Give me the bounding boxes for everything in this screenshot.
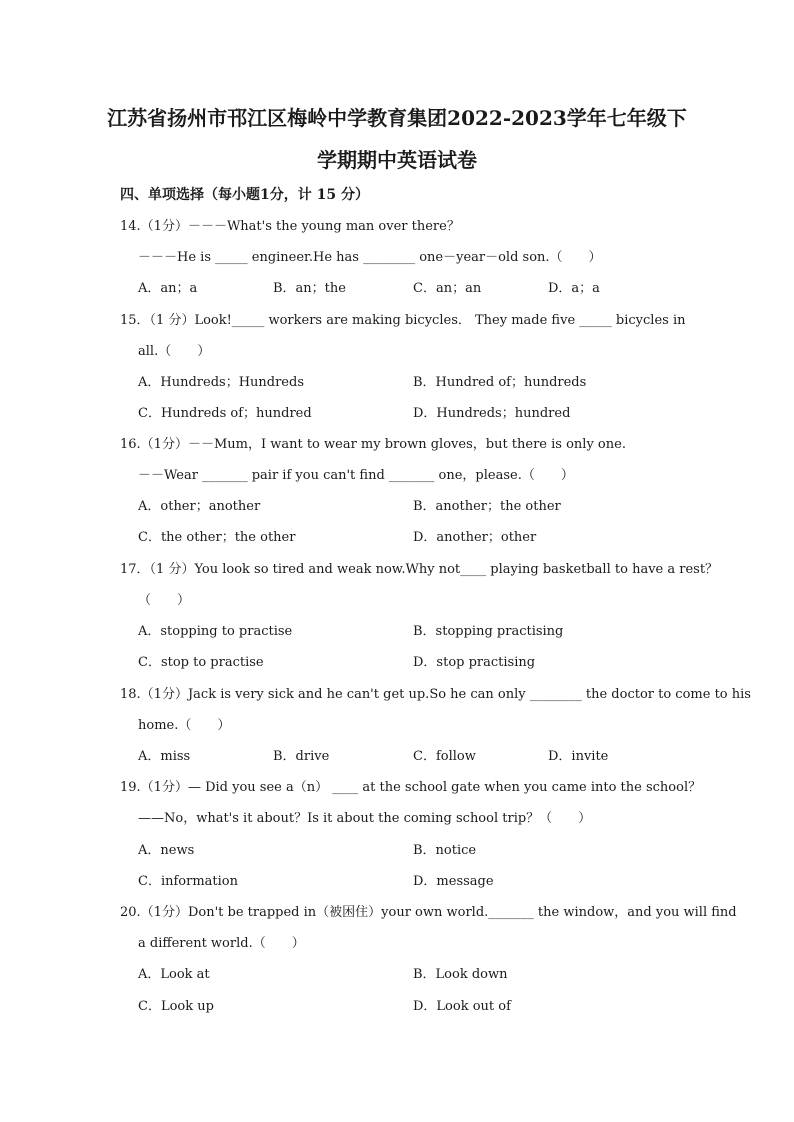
- question-19-option-b[interactable]: B．notice: [413, 843, 477, 858]
- question-15-option-d[interactable]: D．Hundreds；hundred: [413, 406, 571, 421]
- question-14-stem-line-2: －－－He is _____ engineer.He has ________ one－year－old son.（ ）: [138, 250, 602, 265]
- question-20-option-c[interactable]: C．Look up: [138, 999, 214, 1014]
- question-17-option-a[interactable]: A．stopping to practise: [138, 624, 293, 639]
- question-19-stem-line-2: ——No，what's it about？Is it about the coming school trip？（ ）: [138, 811, 592, 826]
- question-14-option-b[interactable]: B．an；the: [273, 281, 346, 296]
- question-16-stem-line-2: －－Wear _______ pair if you can't find _______ one，please.（ ）: [138, 468, 574, 483]
- question-17-stem-line-2: （ ）: [138, 593, 191, 608]
- question-20-option-a[interactable]: A．Look at: [138, 967, 210, 982]
- question-17-option-d[interactable]: D．stop practising: [413, 655, 536, 670]
- exam-title-line-1: 江苏省扬州市邗江区梅岭中学教育集团2022-2023学年七年级下: [107, 106, 687, 130]
- question-19-option-a[interactable]: A．news: [138, 843, 195, 858]
- question-16-stem: 16.（1分）－－Mum，I want to wear my brown gloves，but there is only one.: [120, 437, 626, 452]
- section-heading: 四、单项选择（每小题1分，计 15 分）: [120, 187, 369, 203]
- question-20-option-b[interactable]: B．Look down: [413, 967, 508, 982]
- question-16-option-c[interactable]: C．the other；the other: [138, 530, 296, 545]
- question-19-stem: 19.（1分）— Did you see a（n） ____ at the school gate when you came into the school？: [120, 780, 702, 795]
- question-18-stem: 18.（1分）Jack is very sick and he can't get up.So he can only ________ the doctor to come to his: [120, 687, 751, 702]
- question-18-option-d[interactable]: D．invite: [548, 749, 609, 764]
- question-16-option-d[interactable]: D．another；other: [413, 530, 537, 545]
- question-18-option-a[interactable]: A．miss: [138, 749, 191, 764]
- question-14-option-a[interactable]: A．an；a: [138, 281, 198, 296]
- question-17-option-b[interactable]: B．stopping practising: [413, 624, 564, 639]
- question-20-option-d[interactable]: D．Look out of: [413, 999, 511, 1014]
- question-17-stem: 17．（1 分）You look so tired and weak now.Why not____ playing basketball to have a rest？: [120, 562, 719, 577]
- question-19-option-d[interactable]: D．message: [413, 874, 494, 889]
- question-20-stem-line-2: a different world.（ ）: [138, 936, 305, 951]
- question-18-stem-line-2: home.（ ）: [138, 718, 231, 733]
- question-16-option-b[interactable]: B．another；the other: [413, 499, 561, 514]
- question-20-stem: 20.（1分）Don't be trapped in（被困住）your own world._______ the window，and you will find: [120, 905, 737, 920]
- question-15-option-a[interactable]: A．Hundreds；Hundreds: [138, 375, 304, 390]
- question-15-stem: 15．（1 分）Look!_____ workers are making bicycles． They made five _____ bicycles in: [120, 313, 686, 328]
- question-18-option-b[interactable]: B．drive: [273, 749, 330, 764]
- question-14-option-c[interactable]: C．an；an: [413, 281, 482, 296]
- question-14-stem: 14.（1分）－－－What's the young man over there？: [120, 219, 460, 234]
- question-19-option-c[interactable]: C．information: [138, 874, 238, 889]
- question-15-stem-line-2: all.（ ）: [138, 344, 211, 359]
- question-18-option-c[interactable]: C．follow: [413, 749, 476, 764]
- exam-title-line-2: 学期期中英语试卷: [317, 148, 477, 172]
- question-14-option-d[interactable]: D．a；a: [548, 281, 600, 296]
- question-15-option-b[interactable]: B．Hundred of；hundreds: [413, 375, 587, 390]
- question-15-option-c[interactable]: C．Hundreds of；hundred: [138, 406, 312, 421]
- question-17-option-c[interactable]: C．stop to practise: [138, 655, 264, 670]
- question-16-option-a[interactable]: A．other；another: [138, 499, 261, 514]
